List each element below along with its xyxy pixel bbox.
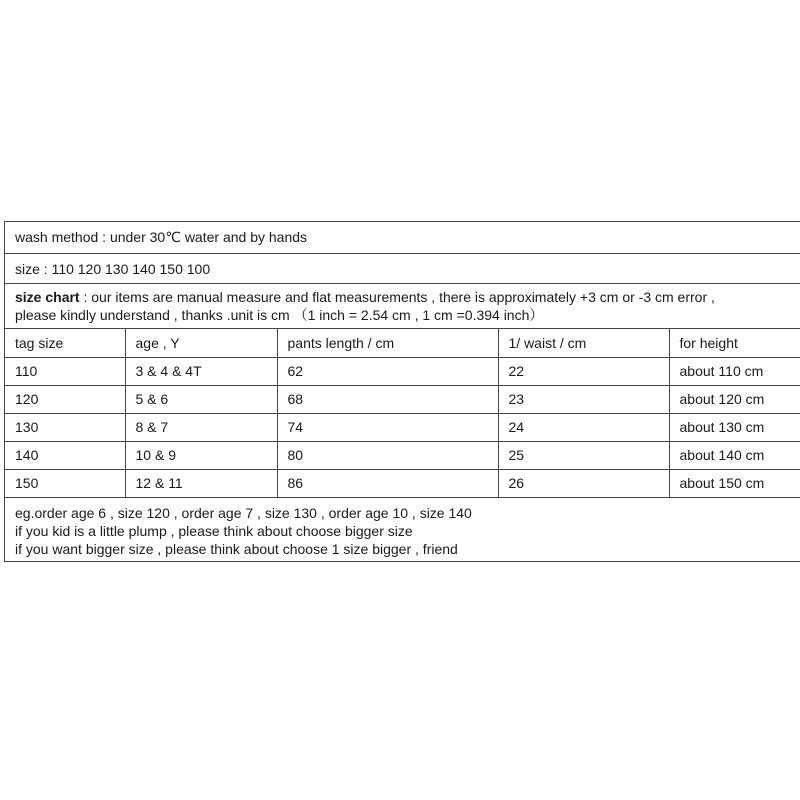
cell-pants-length: 62 [277, 357, 498, 385]
cell-for-height: about 150 cm [669, 469, 800, 497]
size-table [5, 329, 800, 498]
cell-age: 12 & 11 [125, 469, 277, 497]
cell-tag-size: 150 [5, 469, 125, 497]
table-row [5, 357, 800, 385]
size-chart-label: size chart [15, 289, 80, 305]
cell-pants-length: 80 [277, 441, 498, 469]
cell-age: 10 & 9 [125, 441, 277, 469]
cell-waist: 23 [498, 385, 669, 413]
cell-for-height: about 120 cm [669, 385, 800, 413]
wash-method-text: wash method : under 30℃ water and by hands [15, 229, 308, 245]
wash-method-row [5, 222, 800, 254]
table-row [5, 413, 800, 441]
cell-age: 5 & 6 [125, 385, 277, 413]
cell-for-height: about 110 cm [669, 357, 800, 385]
cell-waist: 26 [498, 469, 669, 497]
cell-for-height: about 130 cm [669, 413, 800, 441]
header-pants-length: pants length / cm [277, 329, 498, 357]
cell-waist: 24 [498, 413, 669, 441]
cell-age: 3 & 4 & 4T [125, 357, 277, 385]
cell-pants-length: 68 [277, 385, 498, 413]
size-chart-line2: please kindly understand , thanks .unit is cm （1 inch = 2.54 cm , 1 cm =0.394 inch） [15, 307, 544, 323]
notes-block [5, 498, 800, 562]
table-row [5, 469, 800, 497]
size-chart-note [5, 284, 800, 329]
note-line: if you kid is a little plump , please think about choose bigger size [15, 522, 413, 539]
cell-tag-size: 110 [5, 357, 125, 385]
header-age: age , Y [125, 329, 277, 357]
size-chart-line1: : our items are manual measure and flat measurements , there is approximately +3 cm or -3 cm error , [79, 289, 715, 305]
table-row [5, 441, 800, 469]
table-row [5, 385, 800, 413]
cell-tag-size: 120 [5, 385, 125, 413]
cell-tag-size: 130 [5, 413, 125, 441]
cell-age: 8 & 7 [125, 413, 277, 441]
cell-waist: 22 [498, 357, 669, 385]
table-header-row [5, 329, 800, 357]
header-waist: 1/ waist / cm [498, 329, 669, 357]
cell-pants-length: 86 [277, 469, 498, 497]
note-line: eg.order age 6 , size 120 , order age 7 , size 130 , order age 10 , size 140 [15, 504, 472, 521]
size-list-text: size : 110 120 130 140 150 100 [15, 261, 211, 277]
size-sheet [4, 221, 800, 562]
cell-for-height: about 140 cm [669, 441, 800, 469]
cell-pants-length: 74 [277, 413, 498, 441]
header-tag-size: tag size [5, 329, 125, 357]
cell-waist: 25 [498, 441, 669, 469]
cell-tag-size: 140 [5, 441, 125, 469]
header-for-height: for height [669, 329, 800, 357]
size-row [5, 254, 800, 284]
note-line: if you want bigger size , please think about choose 1 size bigger , friend [15, 540, 458, 557]
